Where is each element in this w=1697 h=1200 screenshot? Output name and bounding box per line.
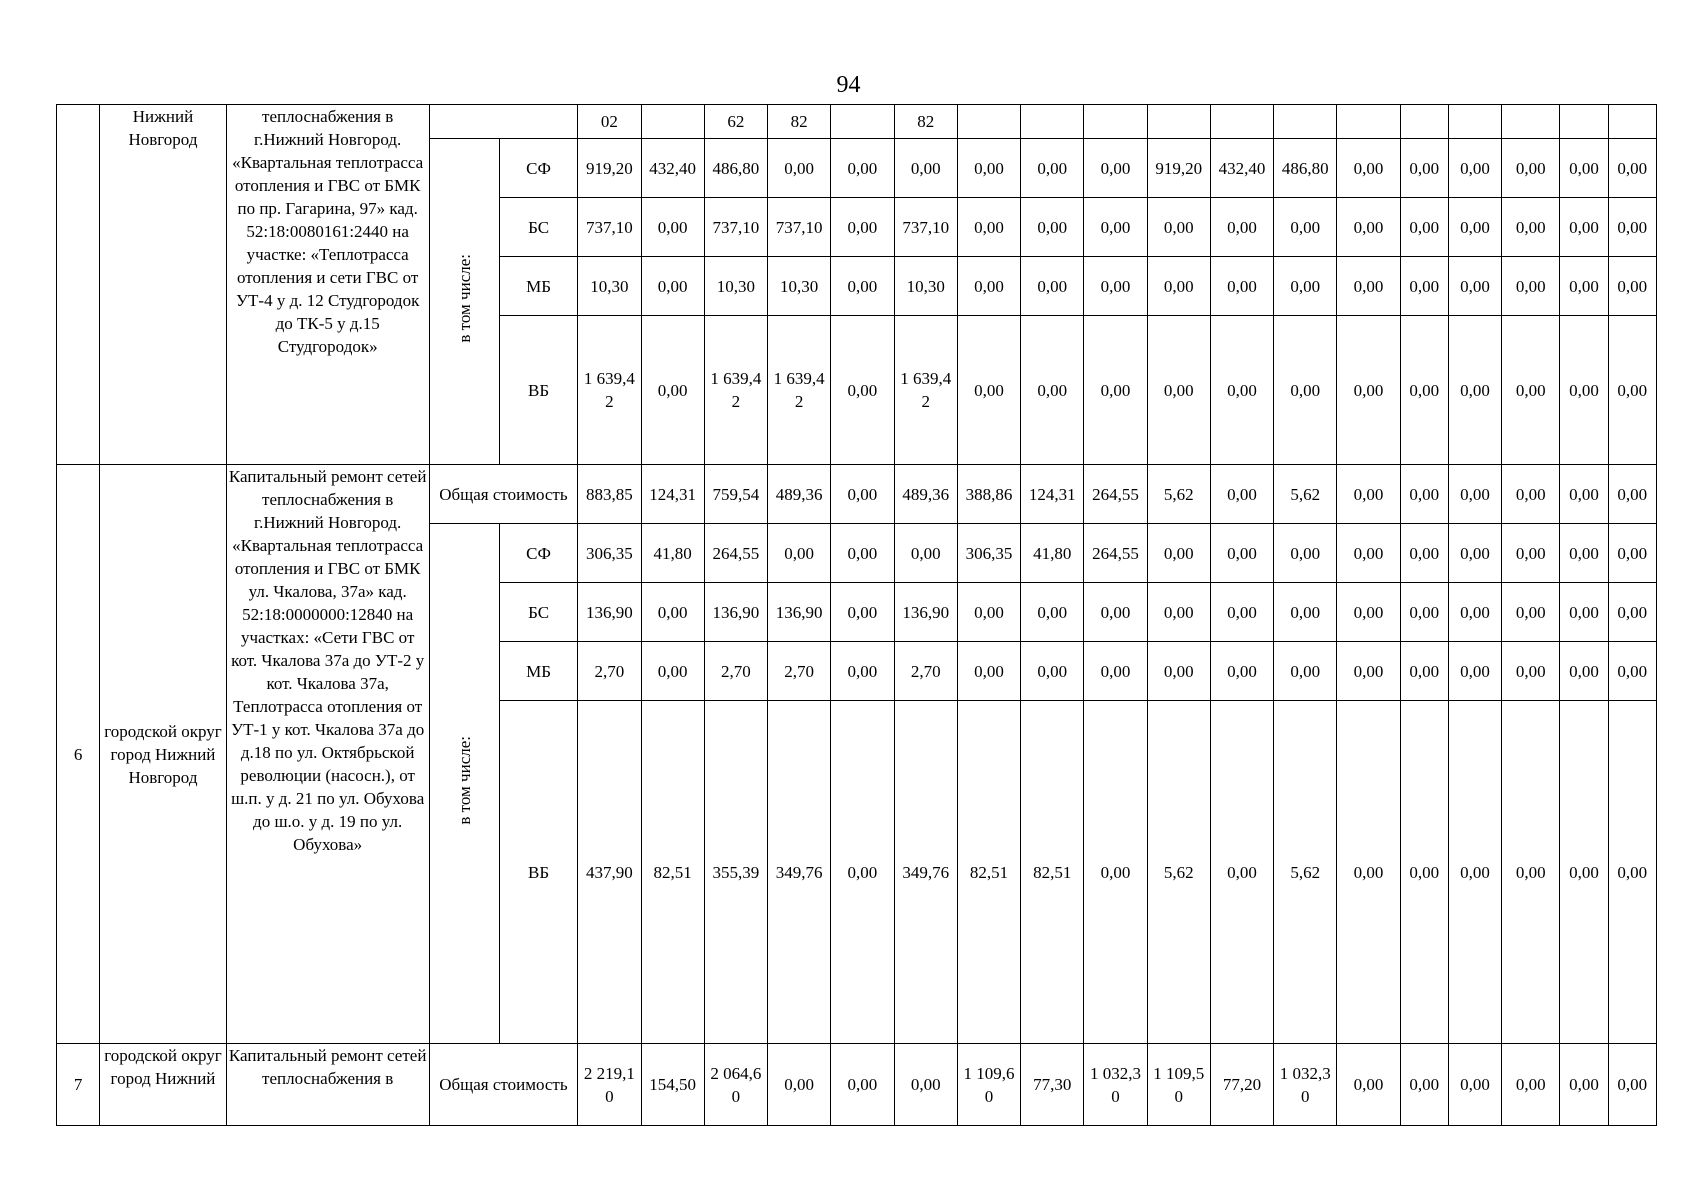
value-cell: 737,10: [768, 198, 831, 257]
value-cell: 0,00: [1502, 524, 1560, 583]
value-cell: 0,00: [1448, 583, 1501, 642]
code-cell: ВБ: [499, 701, 577, 1044]
value-cell: 41,80: [641, 524, 704, 583]
value-cell: 0,00: [1448, 257, 1501, 316]
value-cell: 0,00: [957, 139, 1020, 198]
value-cell: 1 032,30: [1084, 1044, 1147, 1126]
value-cell: 0,00: [1021, 316, 1084, 465]
value-cell: 0,00: [1448, 139, 1501, 198]
value-cell: 0,00: [1021, 198, 1084, 257]
value-cell: 349,76: [768, 701, 831, 1044]
table-row: [57, 1044, 1657, 1126]
value-cell: 41,80: [1021, 524, 1084, 583]
value-cell: 136,90: [578, 583, 641, 642]
value-cell: [831, 105, 894, 139]
value-cell: 02: [578, 105, 641, 139]
value-cell: 0,00: [1210, 583, 1273, 642]
value-cell: [1608, 105, 1656, 139]
value-cell: 0,00: [1337, 1044, 1400, 1126]
code-cell: МБ: [499, 642, 577, 701]
value-cell: 0,00: [1448, 642, 1501, 701]
value-cell: 0,00: [768, 1044, 831, 1126]
value-cell: 0,00: [1021, 139, 1084, 198]
value-cell: 489,36: [768, 465, 831, 524]
value-cell: 124,31: [1021, 465, 1084, 524]
value-cell: 0,00: [1147, 642, 1210, 701]
value-cell: [1084, 105, 1147, 139]
value-cell: 0,00: [1400, 465, 1448, 524]
value-cell: 1 639,42: [894, 316, 957, 465]
value-cell: 0,00: [957, 642, 1020, 701]
table-body: [57, 105, 1657, 1126]
value-cell: 0,00: [831, 465, 894, 524]
code-cell: БС: [499, 198, 577, 257]
value-cell: 489,36: [894, 465, 957, 524]
value-cell: 0,00: [831, 642, 894, 701]
area-cell: Нижний Новгород: [100, 105, 227, 465]
value-cell: 0,00: [894, 1044, 957, 1126]
value-cell: 10,30: [894, 257, 957, 316]
value-cell: 0,00: [641, 198, 704, 257]
value-cell: [957, 105, 1020, 139]
value-cell: 0,00: [1337, 524, 1400, 583]
description-cell: Капитальный ремонт сетей теплоснабжения в: [226, 1044, 429, 1126]
value-cell: 82: [768, 105, 831, 139]
value-cell: 0,00: [1560, 198, 1608, 257]
value-cell: 0,00: [1337, 583, 1400, 642]
value-cell: 0,00: [1560, 583, 1608, 642]
value-cell: 1 109,50: [1147, 1044, 1210, 1126]
value-cell: 0,00: [1608, 316, 1656, 465]
value-cell: 0,00: [1337, 642, 1400, 701]
value-cell: [1400, 105, 1448, 139]
value-cell: 0,00: [831, 583, 894, 642]
value-cell: 0,00: [1210, 701, 1273, 1044]
value-cell: 0,00: [1560, 465, 1608, 524]
value-cell: 2,70: [768, 642, 831, 701]
value-cell: 0,00: [641, 583, 704, 642]
value-cell: 388,86: [957, 465, 1020, 524]
value-cell: 0,00: [1337, 139, 1400, 198]
budget-table: [56, 104, 1657, 1126]
table-row: [57, 465, 1657, 524]
value-cell: 0,00: [1448, 701, 1501, 1044]
value-cell: 82: [894, 105, 957, 139]
value-cell: 0,00: [1502, 316, 1560, 465]
value-cell: 0,00: [1147, 198, 1210, 257]
value-cell: 0,00: [831, 701, 894, 1044]
value-cell: [1021, 105, 1084, 139]
code-cell: СФ: [499, 139, 577, 198]
description-cell: Капитальный ремонт сетей теплоснабжения в г.Нижний Новгород. «Квартальная теплотрасса отопления и ГВС от БМК ул. Чкалова, 37а» кад. 52:18:0000000:12840 на участках: «Сети ГВС от кот. Чкалова 37а до УТ-2 у кот. Чкалова 37а, Теплотрасса отопления от УТ-1 у кот. Чкалова 37а до д.18 по ул. Октябрьской революции (насосн.), от ш.п. у д. 21 по ул. Обухова до ш.о. у д. 19 по ул. Обухова»: [226, 465, 429, 1044]
value-cell: 0,00: [1400, 524, 1448, 583]
value-cell: 0,00: [1210, 316, 1273, 465]
value-cell: 0,00: [831, 524, 894, 583]
value-cell: 0,00: [1210, 465, 1273, 524]
value-cell: 0,00: [831, 139, 894, 198]
value-cell: 486,80: [704, 139, 767, 198]
value-cell: [1210, 105, 1273, 139]
value-cell: 0,00: [1560, 257, 1608, 316]
value-cell: 0,00: [1608, 198, 1656, 257]
value-cell: 136,90: [894, 583, 957, 642]
value-cell: [1274, 105, 1337, 139]
value-cell: 437,90: [578, 701, 641, 1044]
value-cell: 154,50: [641, 1044, 704, 1126]
value-cell: 0,00: [768, 139, 831, 198]
value-cell: 5,62: [1147, 465, 1210, 524]
row-number-cell: [57, 105, 100, 465]
value-cell: 0,00: [1084, 198, 1147, 257]
value-cell: 77,20: [1210, 1044, 1273, 1126]
value-cell: [1337, 105, 1400, 139]
value-cell: 0,00: [1337, 701, 1400, 1044]
code-cell: ВБ: [499, 316, 577, 465]
value-cell: 0,00: [1608, 465, 1656, 524]
value-cell: 0,00: [1147, 316, 1210, 465]
row-number-cell: 7: [57, 1044, 100, 1126]
value-cell: 0,00: [1210, 524, 1273, 583]
code-cell: МБ: [499, 257, 577, 316]
value-cell: 0,00: [1210, 257, 1273, 316]
value-cell: 1 639,42: [768, 316, 831, 465]
value-cell: 2,70: [578, 642, 641, 701]
value-cell: 10,30: [578, 257, 641, 316]
value-cell: 0,00: [1337, 465, 1400, 524]
value-cell: 0,00: [1274, 198, 1337, 257]
table-row: [57, 105, 1657, 139]
value-cell: 0,00: [1560, 316, 1608, 465]
value-cell: 0,00: [1502, 1044, 1560, 1126]
value-cell: 0,00: [1448, 316, 1501, 465]
value-cell: 0,00: [831, 1044, 894, 1126]
value-cell: 0,00: [1147, 583, 1210, 642]
value-cell: 0,00: [1084, 642, 1147, 701]
value-cell: 0,00: [1502, 198, 1560, 257]
row-number-cell: 6: [57, 465, 100, 1044]
label-cell: [429, 105, 578, 139]
value-cell: 0,00: [1084, 139, 1147, 198]
value-cell: 737,10: [894, 198, 957, 257]
value-cell: 0,00: [1084, 316, 1147, 465]
value-cell: 0,00: [1502, 465, 1560, 524]
area-cell: городской округ город Нижний Новгород: [100, 465, 227, 1044]
value-cell: 136,90: [704, 583, 767, 642]
value-cell: 0,00: [641, 257, 704, 316]
value-cell: 737,10: [578, 198, 641, 257]
value-cell: 737,10: [704, 198, 767, 257]
value-cell: 0,00: [831, 316, 894, 465]
value-cell: 124,31: [641, 465, 704, 524]
value-cell: 432,40: [1210, 139, 1273, 198]
value-cell: [641, 105, 704, 139]
value-cell: 349,76: [894, 701, 957, 1044]
value-cell: 0,00: [1021, 642, 1084, 701]
value-cell: 0,00: [1274, 524, 1337, 583]
value-cell: 0,00: [1021, 583, 1084, 642]
value-cell: 0,00: [1084, 257, 1147, 316]
value-cell: 0,00: [1400, 139, 1448, 198]
value-cell: 77,30: [1021, 1044, 1084, 1126]
sub-label: в том числе:: [454, 254, 474, 343]
value-cell: 0,00: [957, 257, 1020, 316]
value-cell: 0,00: [1147, 524, 1210, 583]
value-cell: 0,00: [1560, 1044, 1608, 1126]
value-cell: [1560, 105, 1608, 139]
value-cell: 0,00: [831, 257, 894, 316]
value-cell: 0,00: [1560, 642, 1608, 701]
value-cell: 0,00: [1400, 642, 1448, 701]
value-cell: 0,00: [1608, 583, 1656, 642]
value-cell: 432,40: [641, 139, 704, 198]
value-cell: 0,00: [1502, 139, 1560, 198]
value-cell: 0,00: [1400, 257, 1448, 316]
value-cell: 0,00: [1502, 642, 1560, 701]
value-cell: 82,51: [641, 701, 704, 1044]
value-cell: 0,00: [1502, 583, 1560, 642]
value-cell: 0,00: [1021, 257, 1084, 316]
value-cell: 0,00: [1608, 701, 1656, 1044]
value-cell: 0,00: [1274, 642, 1337, 701]
value-cell: 0,00: [1608, 642, 1656, 701]
sub-label-cell: [429, 139, 499, 465]
value-cell: 0,00: [1210, 642, 1273, 701]
value-cell: 0,00: [1274, 257, 1337, 316]
value-cell: 10,30: [768, 257, 831, 316]
value-cell: 0,00: [1608, 524, 1656, 583]
value-cell: 883,85: [578, 465, 641, 524]
value-cell: 82,51: [1021, 701, 1084, 1044]
value-cell: 0,00: [894, 139, 957, 198]
total-label-cell: Общая стоимость: [429, 465, 578, 524]
value-cell: [1147, 105, 1210, 139]
value-cell: 5,62: [1274, 701, 1337, 1044]
value-cell: 10,30: [704, 257, 767, 316]
value-cell: 0,00: [641, 642, 704, 701]
value-cell: 264,55: [704, 524, 767, 583]
area-cell: городской округ город Нижний: [100, 1044, 227, 1126]
value-cell: [1448, 105, 1501, 139]
value-cell: [1502, 105, 1560, 139]
value-cell: 306,35: [957, 524, 1020, 583]
value-cell: 0,00: [1084, 583, 1147, 642]
sub-label-cell: [429, 524, 499, 1044]
value-cell: 5,62: [1274, 465, 1337, 524]
value-cell: 0,00: [1084, 701, 1147, 1044]
value-cell: 0,00: [1337, 198, 1400, 257]
value-cell: 0,00: [957, 316, 1020, 465]
value-cell: 62: [704, 105, 767, 139]
value-cell: 1 032,30: [1274, 1044, 1337, 1126]
value-cell: 0,00: [1608, 139, 1656, 198]
value-cell: 0,00: [1502, 257, 1560, 316]
value-cell: 0,00: [1274, 316, 1337, 465]
value-cell: 0,00: [1608, 1044, 1656, 1126]
value-cell: 0,00: [1147, 257, 1210, 316]
value-cell: 0,00: [1448, 524, 1501, 583]
value-cell: 0,00: [1400, 583, 1448, 642]
value-cell: 759,54: [704, 465, 767, 524]
value-cell: 0,00: [1502, 701, 1560, 1044]
value-cell: 136,90: [768, 583, 831, 642]
value-cell: 486,80: [1274, 139, 1337, 198]
value-cell: 0,00: [1337, 257, 1400, 316]
value-cell: 0,00: [1274, 583, 1337, 642]
value-cell: 2,70: [704, 642, 767, 701]
code-cell: СФ: [499, 524, 577, 583]
value-cell: 919,20: [578, 139, 641, 198]
value-cell: 0,00: [1400, 1044, 1448, 1126]
value-cell: 0,00: [1400, 316, 1448, 465]
description-cell: теплоснабжения в г.Нижний Новгород. «Квартальная теплотрасса отопления и ГВС от БМК по пр. Гагарина, 97» кад. 52:18:0080161:2440 на участке: «Теплотрасса отопления и сети ГВС от УТ-4 у д. 12 Студгородок до ТК-5 у д.15 Студгородок»: [226, 105, 429, 465]
page-number: 94: [836, 72, 861, 98]
value-cell: 2,70: [894, 642, 957, 701]
value-cell: 1 109,60: [957, 1044, 1020, 1126]
value-cell: 0,00: [1560, 701, 1608, 1044]
value-cell: 306,35: [578, 524, 641, 583]
value-cell: 0,00: [1210, 198, 1273, 257]
value-cell: 0,00: [894, 524, 957, 583]
value-cell: 0,00: [957, 198, 1020, 257]
value-cell: 264,55: [1084, 465, 1147, 524]
value-cell: 0,00: [1608, 257, 1656, 316]
value-cell: 0,00: [1560, 139, 1608, 198]
sub-label: в том числе:: [454, 736, 474, 825]
value-cell: 0,00: [1337, 316, 1400, 465]
value-cell: 919,20: [1147, 139, 1210, 198]
value-cell: 264,55: [1084, 524, 1147, 583]
value-cell: 2 064,60: [704, 1044, 767, 1126]
value-cell: 1 639,42: [704, 316, 767, 465]
total-label-cell: Общая стоимость: [429, 1044, 578, 1126]
value-cell: 0,00: [768, 524, 831, 583]
value-cell: 0,00: [1448, 465, 1501, 524]
value-cell: 0,00: [641, 316, 704, 465]
code-cell: БС: [499, 583, 577, 642]
value-cell: 2 219,10: [578, 1044, 641, 1126]
value-cell: 82,51: [957, 701, 1020, 1044]
value-cell: 1 639,42: [578, 316, 641, 465]
value-cell: 0,00: [1448, 198, 1501, 257]
value-cell: 0,00: [831, 198, 894, 257]
value-cell: 5,62: [1147, 701, 1210, 1044]
value-cell: 355,39: [704, 701, 767, 1044]
value-cell: 0,00: [957, 583, 1020, 642]
value-cell: 0,00: [1400, 198, 1448, 257]
value-cell: 0,00: [1560, 524, 1608, 583]
value-cell: 0,00: [1400, 701, 1448, 1044]
value-cell: 0,00: [1448, 1044, 1501, 1126]
